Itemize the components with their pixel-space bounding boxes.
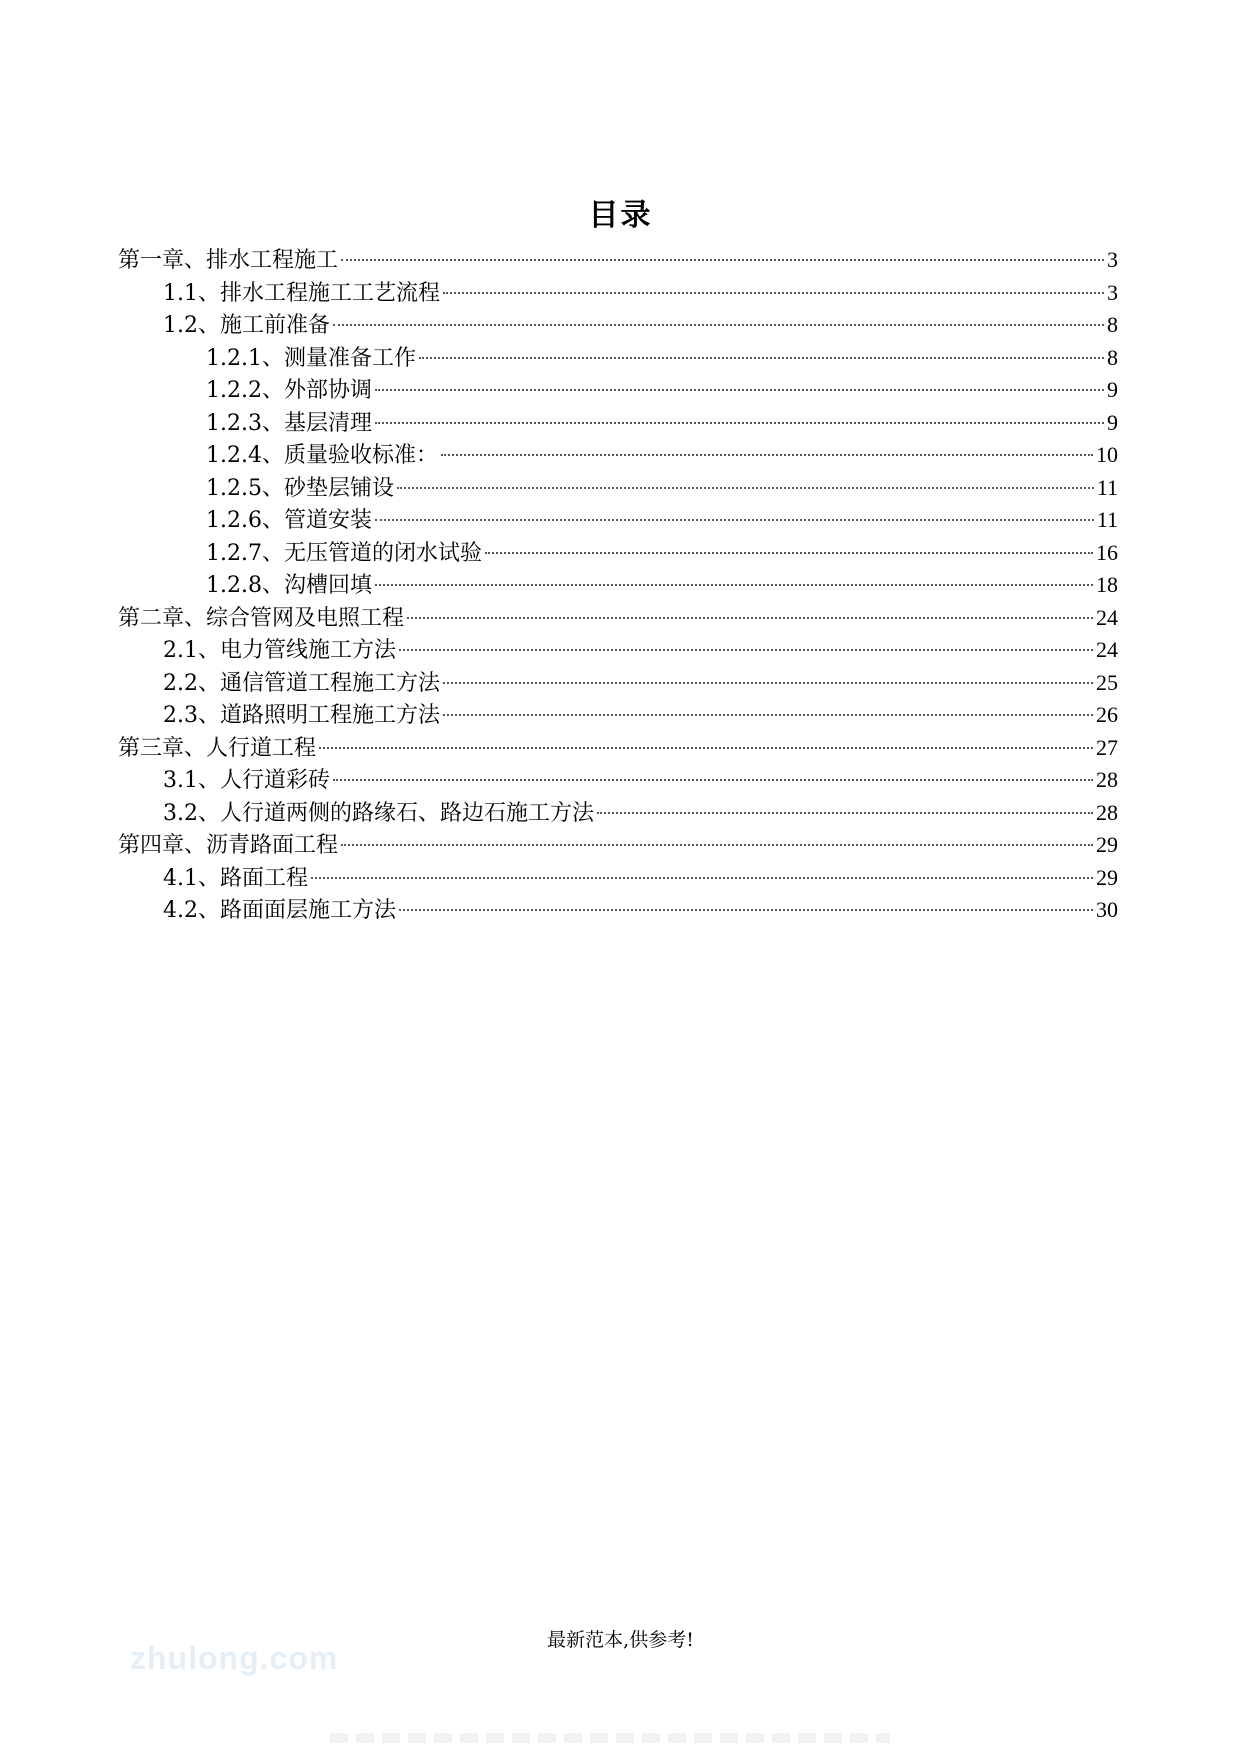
toc-entry-label: 第二章、综合管网及电照工程 [118,605,405,631]
toc-dot-leader [341,259,1104,261]
toc-entry-page-number: 8 [1107,312,1118,337]
toc-entry-page-number: 24 [1096,604,1118,630]
toc-entry[interactable] [118,244,1118,277]
toc-dot-leader [441,454,1093,456]
footer-note: 最新范本,供参考! [547,1629,694,1651]
toc-entry[interactable] [118,407,1118,440]
toc-entry-page-number: 24 [1096,637,1118,662]
toc-entry-label: 4.1、路面工程 [163,865,308,891]
toc-entry-label: 4.2、路面面层施工方法 [163,898,396,923]
toc-dot-leader [375,584,1093,586]
toc-dot-leader [399,649,1093,651]
toc-entry-label: 1.2.7、无压管道的闭水试验 [206,540,482,566]
toc-entry[interactable] [118,894,1118,927]
toc-entry-page-number: 27 [1096,734,1118,760]
toc-dot-leader [341,844,1093,846]
toc-dot-leader [407,617,1093,619]
toc-entry-label: 3.2、人行道两侧的路缘石、路边石施工方法 [163,800,594,826]
toc-dot-leader [443,682,1093,684]
toc-entry-page-number: 3 [1107,247,1118,272]
table-of-contents [118,244,1118,927]
toc-entry-label: 1.2.2、外部协调 [206,378,372,403]
toc-entry-label: 1.1、排水工程施工工艺流程 [163,280,440,306]
toc-dot-leader [419,357,1104,359]
toc-entry-page-number: 25 [1096,669,1118,695]
toc-entry-page-number: 16 [1096,539,1118,565]
toc-dot-leader [443,292,1104,294]
toc-dot-leader [375,519,1094,521]
toc-entry-page-number: 26 [1096,702,1118,727]
toc-dot-leader [333,324,1104,326]
toc-entry-page-number: 9 [1107,377,1118,402]
toc-entry-label: 1.2.4、质量验收标准： [206,443,438,468]
toc-dot-leader [399,909,1093,911]
toc-entry[interactable] [118,309,1118,342]
toc-entry-label: 3.1、人行道彩砖 [163,768,330,793]
toc-dot-leader [597,812,1093,814]
toc-dot-leader [333,779,1093,781]
toc-entry[interactable] [118,829,1118,862]
toc-entry[interactable] [118,342,1118,375]
toc-entry-label: 2.1、电力管线施工方法 [163,638,396,663]
toc-dot-leader [375,422,1104,424]
toc-dot-leader [397,487,1094,489]
toc-dot-leader [485,552,1093,554]
toc-entry[interactable] [118,634,1118,667]
toc-entry-page-number: 11 [1096,474,1118,500]
toc-entry-label: 第一章、排水工程施工 [118,248,339,273]
bottom-decorative-strip [330,1733,890,1743]
toc-entry[interactable] [118,504,1118,537]
toc-entry-page-number: 3 [1107,279,1118,305]
toc-entry-label: 第四章、沥青路面工程 [118,833,339,858]
toc-entry[interactable] [118,277,1118,310]
toc-entry[interactable] [118,472,1118,505]
toc-entry-page-number: 18 [1096,572,1118,597]
toc-entry-label: 1.2.1、测量准备工作 [206,345,416,371]
toc-entry-label: 1.2.8、沟槽回填 [206,573,372,598]
toc-entry-page-number: 30 [1096,897,1118,922]
toc-entry-label: 1.2.5、砂垫层铺设 [206,475,394,501]
toc-entry[interactable] [118,537,1118,570]
toc-dot-leader [319,747,1093,749]
page-title: 目录 [588,198,653,233]
toc-entry-label: 1.2.3、基层清理 [206,410,372,436]
toc-entry[interactable] [118,797,1118,830]
toc-entry-page-number: 28 [1096,799,1118,825]
toc-dot-leader [311,877,1093,879]
toc-entry-page-number: 11 [1096,507,1118,532]
toc-entry[interactable] [118,667,1118,700]
toc-entry-label: 2.3、道路照明工程施工方法 [163,703,440,728]
toc-entry[interactable] [118,764,1118,797]
toc-entry[interactable] [118,732,1118,765]
toc-entry[interactable] [118,602,1118,635]
watermark-logo: zhulong.com [130,1640,339,1676]
toc-entry[interactable] [118,569,1118,602]
toc-entry-label: 1.2、施工前准备 [163,313,330,338]
toc-entry-label: 2.2、通信管道工程施工方法 [163,670,440,696]
toc-entry-page-number: 29 [1096,832,1118,857]
toc-entry-page-number: 8 [1107,344,1118,370]
toc-entry-label: 1.2.6、管道安装 [206,508,372,533]
toc-entry-page-number: 28 [1096,767,1118,792]
toc-entry-page-number: 9 [1107,409,1118,435]
toc-entry[interactable] [118,374,1118,407]
toc-entry-label: 第三章、人行道工程 [118,735,317,761]
toc-entry[interactable] [118,862,1118,895]
toc-entry[interactable] [118,699,1118,732]
toc-entry-page-number: 29 [1096,864,1118,890]
toc-entry-page-number: 10 [1096,442,1118,467]
toc-dot-leader [443,714,1093,716]
toc-entry[interactable] [118,439,1118,472]
toc-dot-leader [375,389,1104,391]
